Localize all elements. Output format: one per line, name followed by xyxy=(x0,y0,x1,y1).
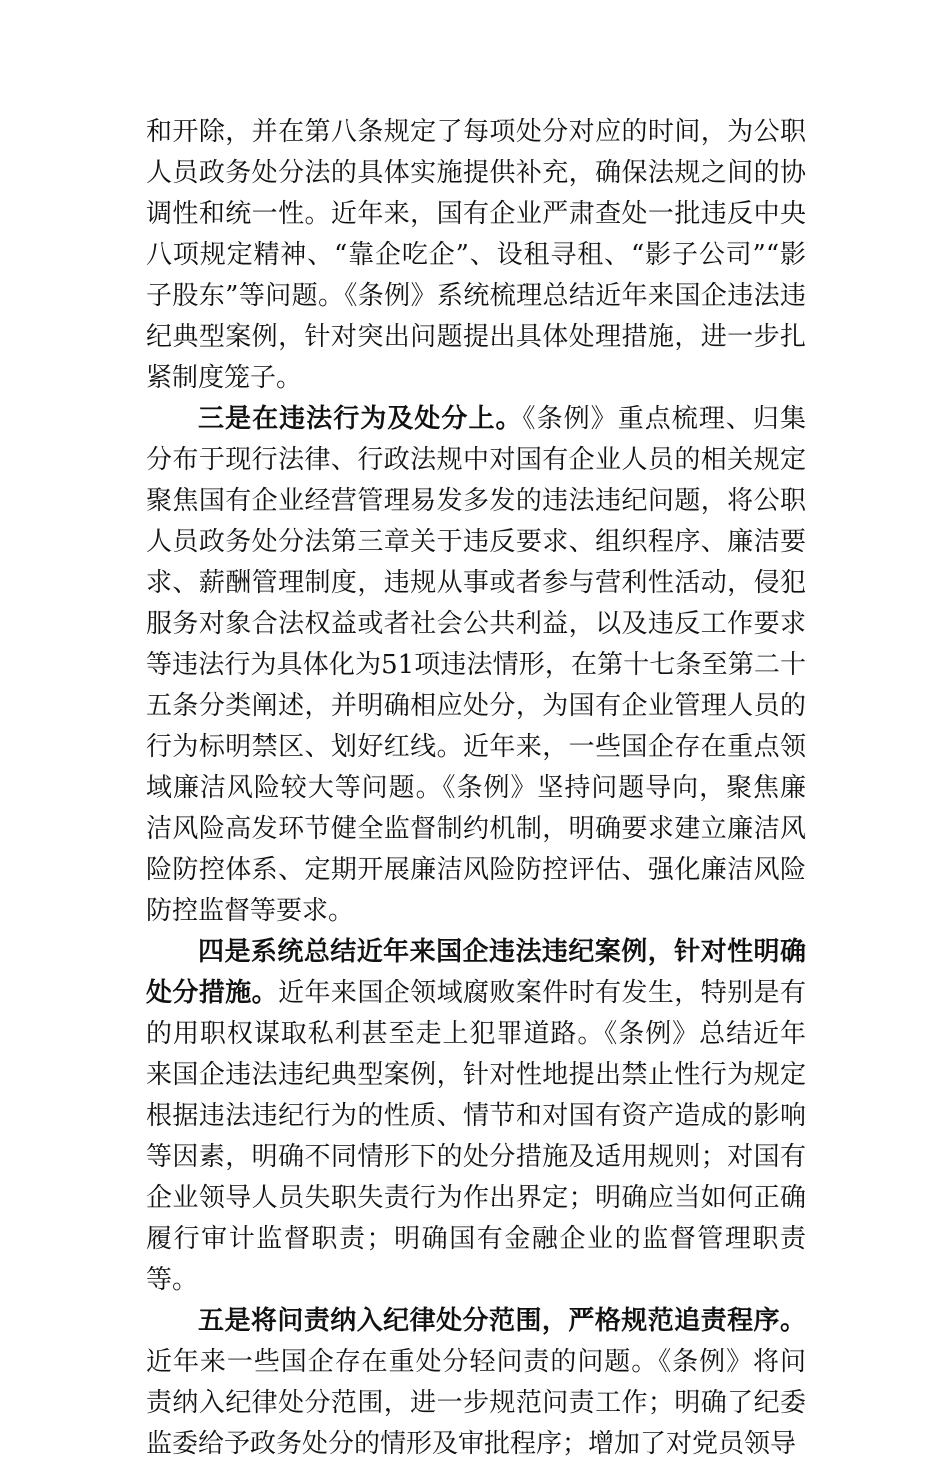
document-body xyxy=(146,112,806,1465)
paragraph-point-five xyxy=(146,1301,806,1465)
paragraph-text: 近年来国企领域腐败案件时有发生，特别是有的用职权谋取私利甚至走上犯罪道路。《条例》总结近年来国企违法违纪典型案例，针对性地提出禁止性行为规定根据违法违纪行为的性质、情节和对国有资产造成的影响等因素，明确不同情形下的处分措施及适用规则；对国有企业领导人员失职失责行为作出界定；明确应当如何正确履行审计监督职责；明确国有金融企业的监督管理职责等。 xyxy=(146,978,806,1295)
paragraph-text: 近年来一些国企存在重处分轻问责的问题。《条例》将问责纳入纪律处分范围，进一步规范问责工作；明确了纪委监委给予政务处分的情形及审批程序；增加了对党员领导 xyxy=(146,1347,806,1459)
paragraph-point-three xyxy=(146,399,806,932)
paragraph-lead-heading: 四是系统总结近年来国企违法违纪案例，针对性明确处分措施。 xyxy=(146,937,806,1008)
paragraph-lead-heading: 三是在违法行为及处分上。 xyxy=(198,404,523,434)
paragraph-text: 和开除，并在第八条规定了每项处分对应的时间，为公职人员政务处分法的具体实施提供补充，确保法规之间的协调性和统一性。近年来，国有企业严肃查处一批违反中央八项规定精神、“靠企吃企”、设租寻租、“影子公司”“影子股东”等问题。《条例》系统梳理总结近年来国企违法违纪典型案例，针对突出问题提出具体处理措施，进一步扎紧制度笼子。 xyxy=(146,117,806,393)
paragraph-continuation xyxy=(146,112,806,399)
paragraph-point-four xyxy=(146,932,806,1301)
paragraph-text: 《条例》重点梳理、归集分布于现行法律、行政法规中对国有企业人员的相关规定聚焦国有企业经营管理易发多发的违法违纪问题，将公职人员政务处分法第三章关于违反要求、组织程序、廉洁要求、薪酬管理制度，违规从事或者参与营利性活动，侵犯服务对象合法权益或者社会公共利益，以及违反工作要求等违法行为具体化为51项违法情形，在第十七条至第二十五条分类阐述，并明确相应处分，为国有企业管理人员的行为标明禁区、划好红线。近年来，一些国企存在重点领域廉洁风险较大等问题。《条例》坚持问题导向，聚焦廉洁风险高发环节健全监督制约机制，明确要求建立廉洁风险防控体系、定期开展廉洁风险防控评估、强化廉洁风险防控监督等要求。 xyxy=(146,404,806,926)
paragraph-lead-heading: 五是将问责纳入纪律处分范围，严格规范追责程序。 xyxy=(198,1306,806,1336)
